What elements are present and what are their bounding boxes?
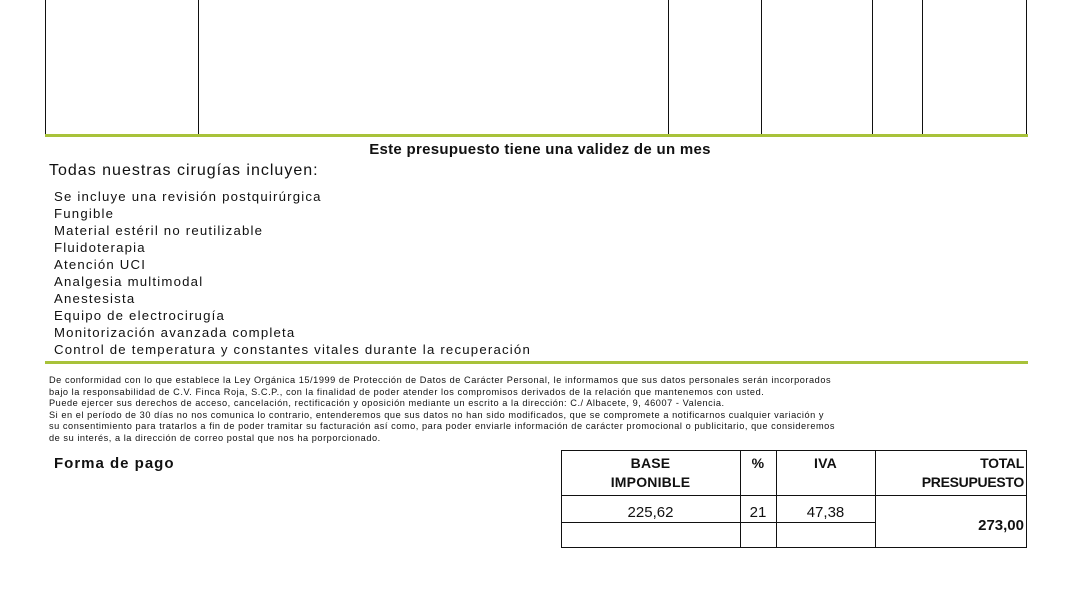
table-border — [561, 547, 1027, 548]
header-base-imponible — [561, 454, 740, 492]
table-border — [561, 495, 1027, 496]
table-column-divider — [45, 0, 46, 136]
table-border — [561, 450, 1027, 451]
includes-list — [54, 188, 554, 358]
table-border — [561, 522, 876, 523]
table-border — [1026, 450, 1027, 548]
list-item: Atención UCI — [54, 257, 147, 272]
list-item: Material estéril no reutilizable — [54, 223, 264, 238]
legal-line: su consentimiento para tratarlos a fin de poder tramitar su facturación así como, para poder enviarle información de carácter promocional o publicitario, que consideremos — [49, 421, 835, 432]
legal-line: bajo la responsabilidad de C.V. Finca Roja, S.C.P., con la finalidad de poder atender los compromisos derivados de la relación que mantenemos con usted. — [49, 386, 765, 397]
legal-line: de su interés, a la dirección de correo postal que nos ha porporcionado. — [49, 432, 381, 443]
table-column-divider — [761, 0, 762, 136]
percent-value: 21 — [749, 504, 767, 521]
header-percent: % — [751, 455, 765, 471]
list-item: Fluidoterapia — [54, 240, 146, 255]
list-item: Fungible — [54, 206, 115, 221]
table-column-divider — [922, 0, 923, 136]
list-item: Control de temperatura y constantes vitales durante la recuperación — [54, 342, 531, 357]
header-line: PRESUPUESTO — [921, 474, 1024, 490]
list-item: Monitorización avanzada completa — [54, 325, 296, 340]
section-divider — [45, 361, 1028, 364]
legal-line: De conformidad con lo que establece la Ley Orgánica 15/1999 de Protección de Datos de Carácter Personal, le informamos que sus datos personales serán incorporados — [49, 375, 832, 385]
payment-method-label: Forma de pago — [54, 455, 175, 472]
table-column-divider — [872, 0, 873, 136]
iva-value: 47,38 — [806, 504, 845, 521]
list-item: Se incluye una revisión postquirúrgica — [54, 189, 322, 204]
header-line: TOTAL — [980, 455, 1024, 471]
legal-notice — [49, 375, 1027, 445]
header-line: BASE — [630, 455, 671, 471]
header-iva: IVA — [814, 455, 837, 471]
section-divider — [45, 134, 1028, 137]
list-item: Analgesia multimodal — [54, 274, 204, 289]
header-line: IMPONIBLE — [610, 474, 691, 490]
totals-table — [561, 450, 1027, 548]
quote-items-table — [45, 0, 1027, 136]
validity-notice: Este presupuesto tiene una validez de un mes — [369, 141, 711, 158]
legal-line: Si en el período de 30 días no nos comunica lo contrario, entenderemos que sus datos no han sido modificados, que se compromete a notificarnos cualquier variación y — [49, 409, 825, 420]
legal-line: Puede ejercer sus derechos de acceso, cancelación, rectificación y oposición mediante un escrito a la dirección: C./ Albacete, 9, 46007 - Valencia. — [49, 398, 725, 409]
list-item: Anestesista — [54, 291, 136, 306]
includes-title: Todas nuestras cirugías incluyen: — [49, 162, 319, 179]
table-column-divider — [668, 0, 669, 136]
base-imponible-value: 225,62 — [627, 504, 674, 521]
header-total-presupuesto — [875, 454, 1024, 492]
table-column-divider — [198, 0, 199, 136]
total-value: 273,00 — [978, 517, 1024, 534]
list-item: Equipo de electrocirugía — [54, 308, 226, 323]
table-column-divider — [1026, 0, 1027, 136]
